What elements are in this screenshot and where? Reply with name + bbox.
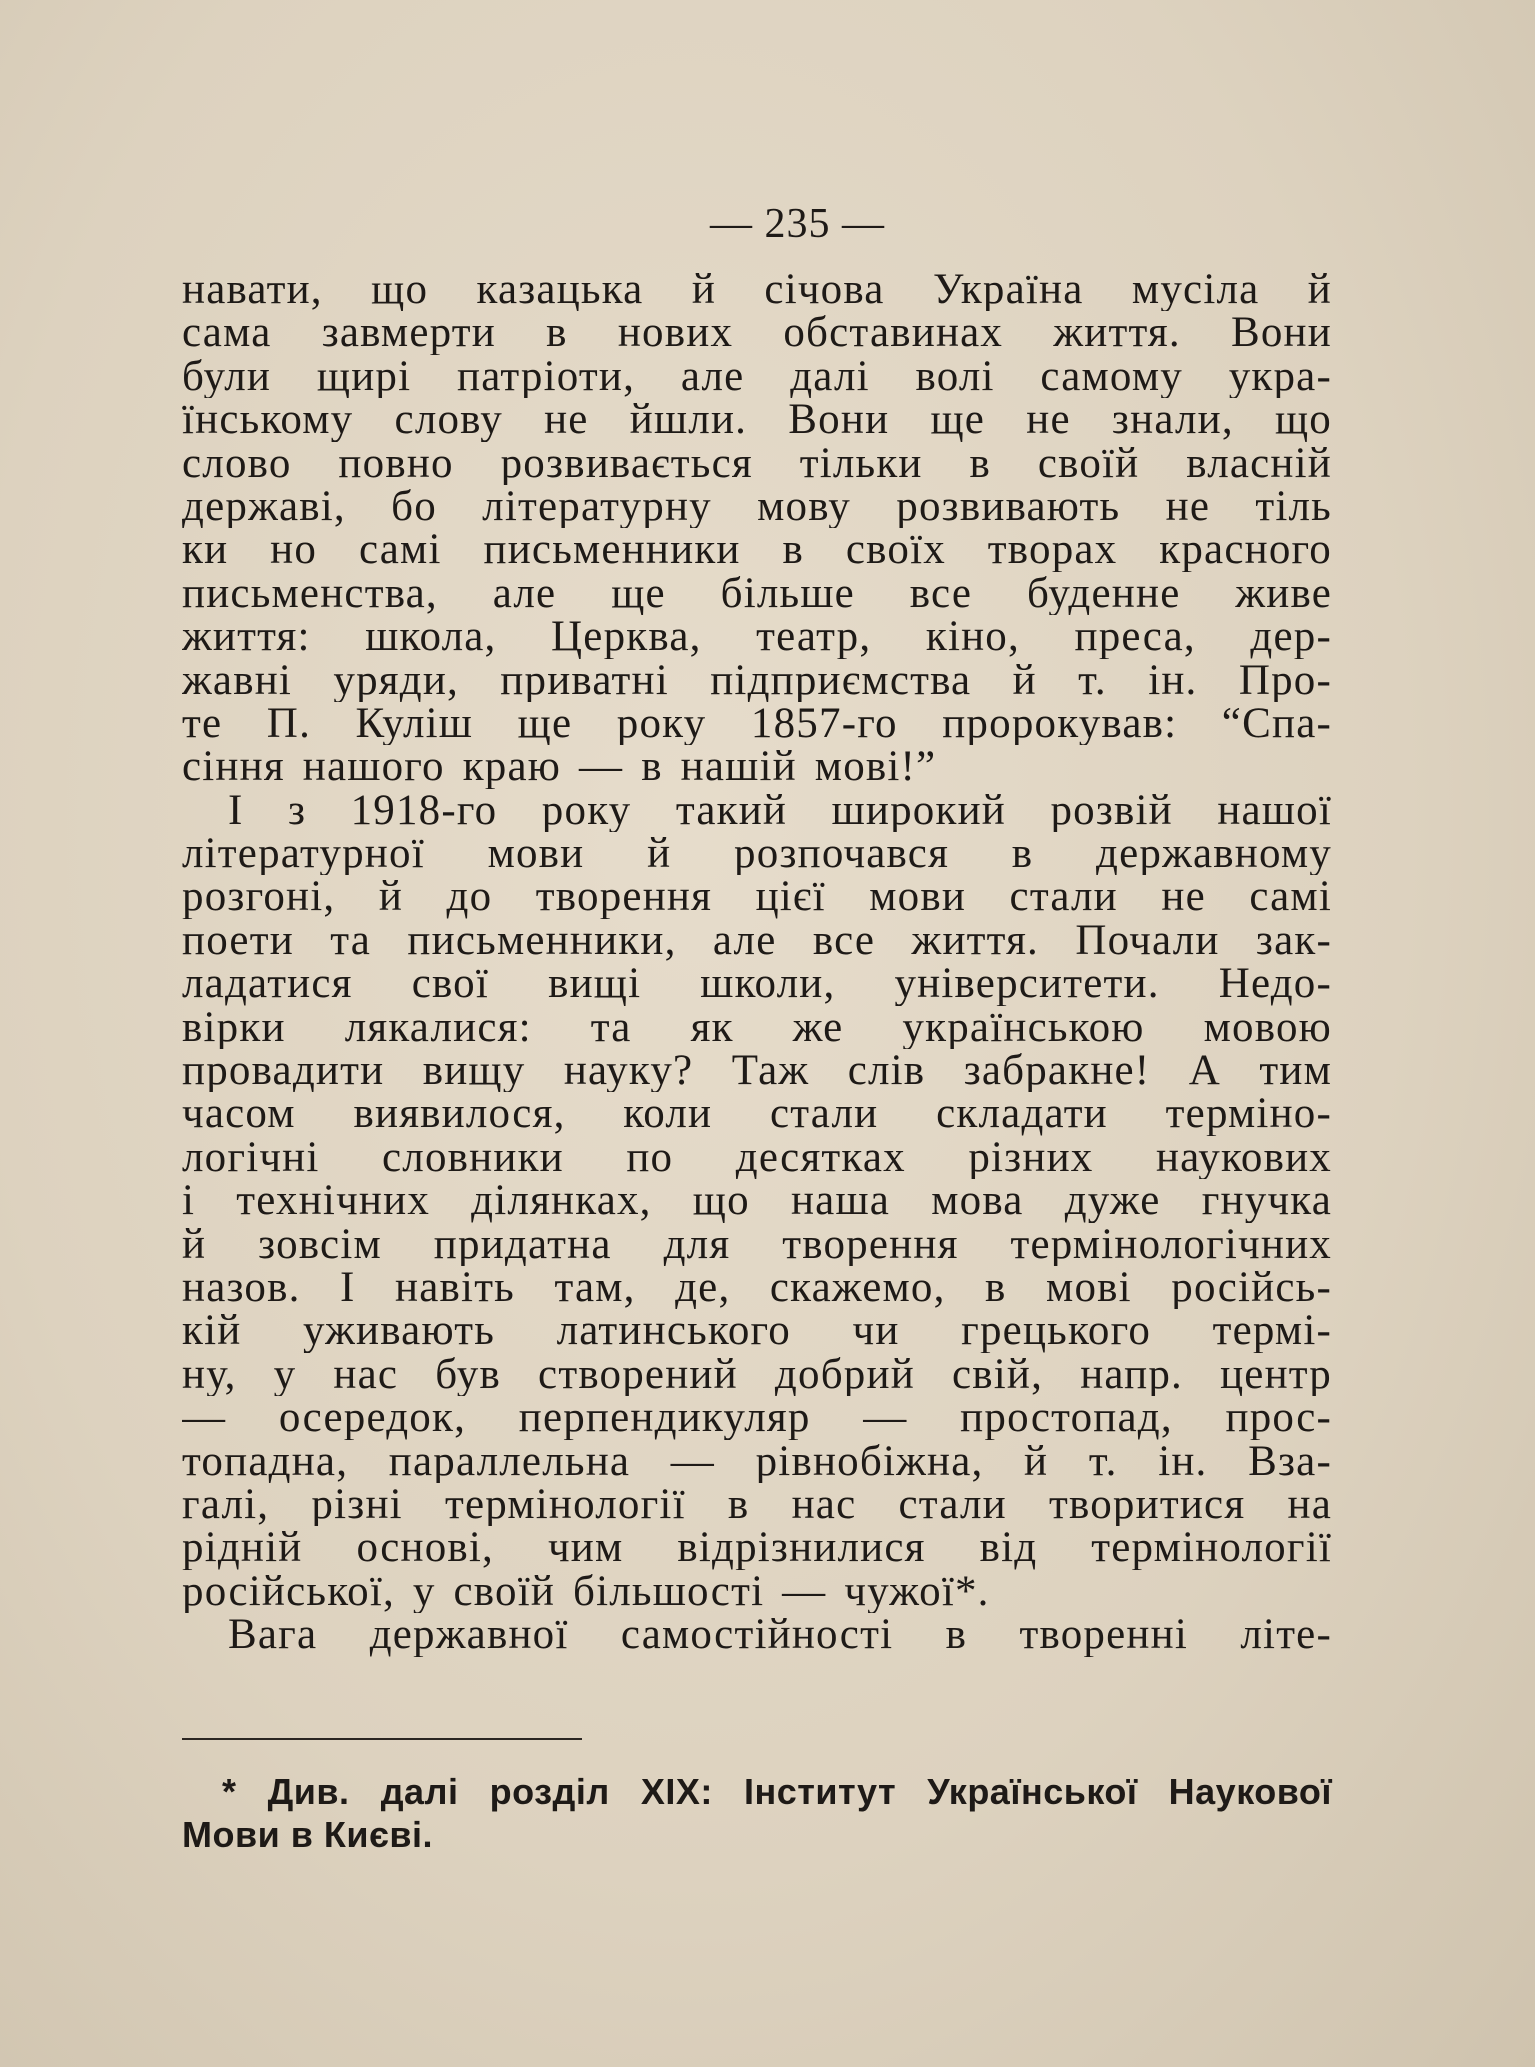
text-line: назов. І навіть там, де, скажемо, в мові російсь- (182, 1265, 1332, 1310)
text-line: — осередок, перпендикуляр — простопад, прос- (182, 1396, 1332, 1440)
text-line: і технічних ділянках, що наша мова дуже гнучка (182, 1179, 1332, 1223)
footnote-line: * Див. далі розділ XIX: Інститут Української Наукової (222, 1771, 1332, 1812)
text-line: слово повно розвивається тільки в своїй власній (182, 441, 1332, 485)
text-line: письменства, але ще більше все буденне живе (182, 571, 1332, 616)
footnote (182, 1770, 1332, 1856)
text-line: те П. Куліш ще року 1857-го пророкував: “Спа- (182, 701, 1332, 746)
text-line: їнському слову не йшли. Вони ще не знали, що (182, 398, 1332, 442)
text-line: топадна, параллельна — рівнобіжна, й т. ін. Вза- (182, 1439, 1332, 1483)
text-line: поети та письменники, але все життя. Почали зак- (182, 918, 1332, 963)
text-line: державі, бо літературну мову розвивають не тіль (182, 484, 1332, 529)
text-line: вірки лякалися: та як же українською мовою (182, 1005, 1332, 1050)
text-line: сама завмерти в нових обставинах життя. Вони (182, 311, 1332, 355)
text-line: І з 1918-го року такий широкий розвій нашої (228, 788, 1332, 833)
text-line: Вага державної самостійності в творенні літе- (228, 1613, 1332, 1657)
text-line: провадити вищу науку? Таж слів забракне! А тим (182, 1049, 1332, 1093)
text-line: кій уживають латинського чи грецького термі- (182, 1309, 1332, 1353)
text-line: галі, різні термінології в нас стали творитися на (182, 1482, 1332, 1527)
text-line: ладатися свої вищі школи, університети. Недо- (182, 962, 1332, 1006)
footnote-separator (182, 1738, 582, 1740)
page-number: — 235 — (710, 201, 885, 247)
text-line: навати, що казацька й січова Україна мусіла й (182, 268, 1332, 312)
footnote-line: Мови в Києві. (182, 1814, 433, 1855)
text-line: життя: школа, Церква, театр, кіно, преса, дер- (182, 615, 1332, 659)
text-line: рідній основі, чим відрізнилися від термінології (182, 1526, 1332, 1570)
text-line: російської, у своїй більшості — чужої*. (182, 1569, 990, 1614)
text-line: ну, у нас був створений добрий свій, напр. центр (182, 1352, 1332, 1397)
text-line: жавні уряди, приватні підприємства й т. ін. Про- (182, 658, 1332, 702)
text-line: й зовсім придатна для творення термінологічних (182, 1222, 1332, 1266)
text-line: літературної мови й розпочався в державному (182, 832, 1332, 876)
body-text (182, 268, 1332, 1657)
text-line: логічні словники по десятках різних наукових (182, 1135, 1332, 1180)
text-line: часом виявилося, коли стали складати терміно- (182, 1092, 1332, 1136)
text-line: сіння нашого краю — в нашій мові!” (182, 745, 937, 789)
text-line: ки но самі письменники в своїх творах красного (182, 528, 1332, 572)
text-line: розгоні, й до творення цієї мови стали не самі (182, 875, 1332, 919)
text-line: були щирі патріоти, але далі волі самому укра- (182, 354, 1332, 399)
